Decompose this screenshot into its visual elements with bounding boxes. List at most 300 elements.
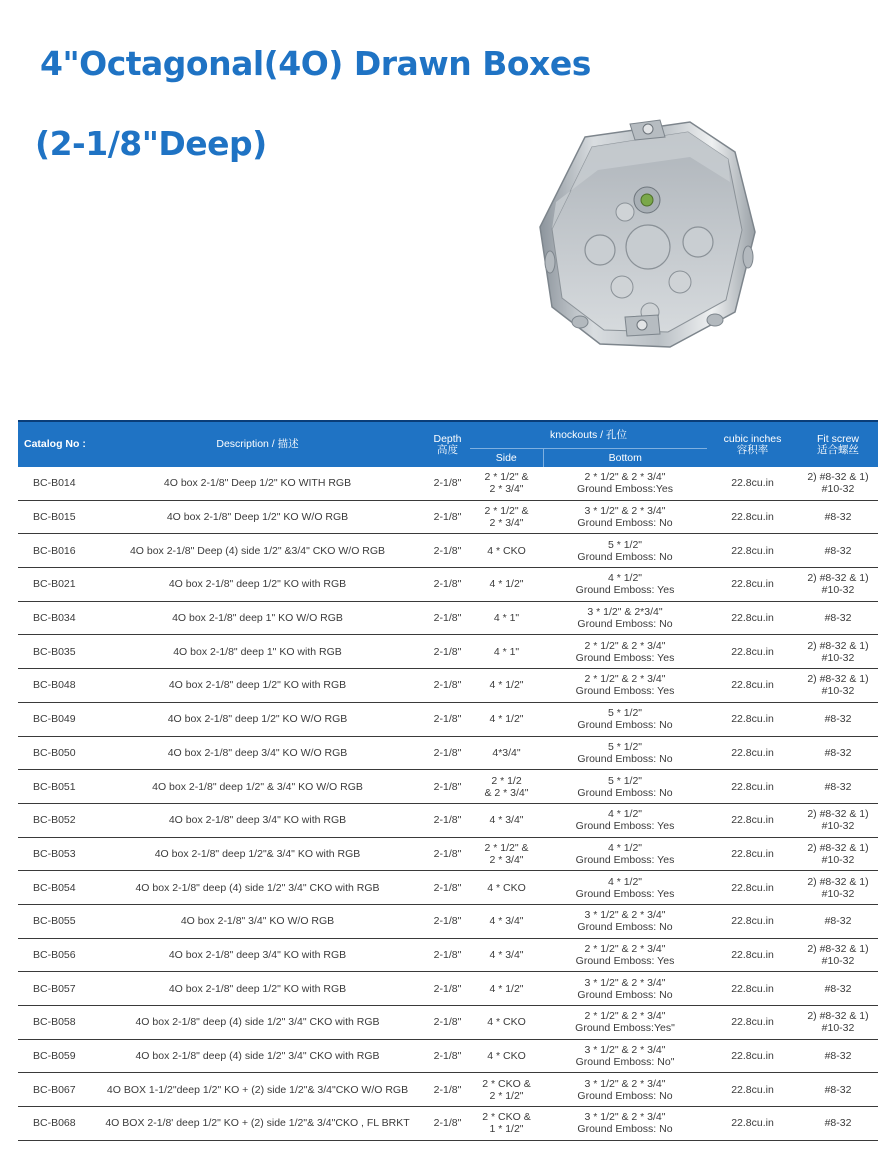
- catalog-rows: [18, 467, 878, 1140]
- catalog-cell: [18, 938, 90, 972]
- bottom-cell-text: Ground Emboss: No: [577, 618, 673, 631]
- bottom-cell: [543, 1107, 707, 1141]
- depth-cell-text: 2-1/8": [433, 544, 462, 557]
- depth-cell: [425, 1039, 470, 1073]
- bottom-cell: [543, 904, 707, 938]
- description-cell: [90, 1006, 425, 1040]
- side-cell: [470, 568, 543, 602]
- bottom-cell-text: Ground Emboss: No: [577, 1089, 673, 1102]
- bottom-cell-text: Ground Emboss: No: [577, 1123, 673, 1136]
- bottom-cell-text: 4 * 1/2": [607, 875, 643, 888]
- description-cell: [90, 904, 425, 938]
- description-cell-text: 4O box 2-1/8" deep 1" KO W/O RGB: [172, 612, 343, 625]
- description-cell: [90, 736, 425, 770]
- screw-cell-text: #8-32: [824, 982, 852, 995]
- screw-cell-text: #10-32: [821, 853, 855, 866]
- description-cell-text: 4O box 2-1/8" deep 3/4" KO with RGB: [168, 814, 347, 827]
- bottom-cell: [543, 1039, 707, 1073]
- col-header-screw: [798, 421, 878, 467]
- description-cell: [90, 1107, 425, 1141]
- cubic-cell-text: 22.8cu.in: [731, 1016, 774, 1029]
- catalog-cell-text: BC-B053: [33, 847, 76, 860]
- cubic-cell: [707, 904, 798, 938]
- depth-cell-text: 2-1/8": [433, 948, 462, 961]
- depth-cell: [425, 1073, 470, 1107]
- side-cell-text: & 2 * 3/4": [484, 786, 529, 799]
- description-cell: [90, 770, 425, 804]
- catalog-cell-text: BC-B050: [33, 746, 76, 759]
- screw-header-en: Fit screw: [817, 432, 859, 445]
- bottom-cell: [543, 702, 707, 736]
- bottom-cell-text: Ground Emboss: Yes: [575, 820, 675, 833]
- depth-cell: [425, 534, 470, 568]
- description-cell: [90, 837, 425, 871]
- screw-cell-text: #8-32: [824, 1083, 852, 1096]
- bottom-cell-text: 5 * 1/2": [607, 707, 643, 720]
- screw-cell-text: 2) #8-32 & 1): [807, 572, 869, 585]
- side-cell: [470, 669, 543, 703]
- bottom-cell-text: Ground Emboss: Yes: [575, 584, 675, 597]
- screw-cell-text: #10-32: [821, 483, 855, 496]
- screw-cell-text: #8-32: [824, 612, 852, 625]
- screw-cell: [798, 938, 878, 972]
- cubic-cell: [707, 736, 798, 770]
- depth-cell: [425, 467, 470, 500]
- bottom-cell-text: 5 * 1/2": [607, 774, 643, 787]
- screw-cell-text: 2) #8-32 & 1): [807, 841, 869, 854]
- cubic-cell-text: 22.8cu.in: [731, 881, 774, 894]
- catalog-table: [18, 420, 878, 1141]
- catalog-cell: [18, 635, 90, 669]
- bottom-cell: [543, 871, 707, 905]
- screw-cell-text: #8-32: [824, 746, 852, 759]
- cubic-cell-text: 22.8cu.in: [731, 982, 774, 995]
- cubic-cell-text: 22.8cu.in: [731, 915, 774, 928]
- screw-cell: [798, 837, 878, 871]
- cubic-cell-text: 22.8cu.in: [731, 578, 774, 591]
- table-row: [18, 635, 878, 669]
- depth-cell-text: 2-1/8": [433, 511, 462, 524]
- description-cell-text: 4O BOX 1-1/2"deep 1/2" KO + (2) side 1/2"& 3/4"CKO W/O RGB: [106, 1083, 409, 1096]
- screw-cell-text: 2) #8-32 & 1): [807, 875, 869, 888]
- catalog-cell: [18, 669, 90, 703]
- bottom-cell: [543, 803, 707, 837]
- depth-cell-text: 2-1/8": [433, 1117, 462, 1130]
- cubic-cell: [707, 500, 798, 534]
- description-cell: [90, 938, 425, 972]
- cubic-cell-text: 22.8cu.in: [731, 511, 774, 524]
- screw-cell-text: #8-32: [824, 511, 852, 524]
- page-title: [18, 4, 591, 204]
- side-cell-text: 4 * CKO: [487, 544, 526, 557]
- screw-cell-text: 2) #8-32 & 1): [807, 639, 869, 652]
- depth-cell-text: 2-1/8": [433, 881, 462, 894]
- catalog-cell: [18, 1073, 90, 1107]
- table-row: [18, 467, 878, 500]
- catalog-cell-text: BC-B015: [33, 511, 76, 524]
- description-cell: [90, 702, 425, 736]
- cubic-cell-text: 22.8cu.in: [731, 645, 774, 658]
- catalog-cell: [18, 770, 90, 804]
- catalog-cell: [18, 1006, 90, 1040]
- bottom-cell: [543, 837, 707, 871]
- octagonal-box-photo: [530, 112, 770, 357]
- catalog-cell: [18, 904, 90, 938]
- description-cell: [90, 500, 425, 534]
- depth-cell: [425, 669, 470, 703]
- catalog-cell-text: BC-B057: [33, 982, 76, 995]
- bottom-cell-text: 2 * 1/2" & 2 * 3/4": [584, 673, 666, 686]
- side-cell-text: 4 * 1": [493, 612, 520, 625]
- bottom-cell-text: Ground Emboss: No: [577, 786, 673, 799]
- screw-cell: [798, 904, 878, 938]
- table-row: [18, 702, 878, 736]
- side-cell-text: 4 * 1/2": [489, 679, 524, 692]
- depth-cell-text: 2-1/8": [433, 814, 462, 827]
- catalog-cell: [18, 702, 90, 736]
- screw-cell: [798, 1039, 878, 1073]
- depth-cell: [425, 736, 470, 770]
- table-row: [18, 500, 878, 534]
- screw-cell: [798, 635, 878, 669]
- depth-cell: [425, 1107, 470, 1141]
- bottom-cell-text: 2 * 1/2" & 2 * 3/4": [584, 471, 666, 484]
- description-cell-text: 4O box 2-1/8" deep (4) side 1/2" 3/4" CKO with RGB: [135, 1016, 380, 1029]
- col-header-depth: [425, 421, 470, 467]
- bottom-cell-text: 3 * 1/2" & 2 * 3/4": [584, 505, 666, 518]
- depth-cell-text: 2-1/8": [433, 645, 462, 658]
- catalog-cell-text: BC-B059: [33, 1050, 76, 1063]
- cubic-cell: [707, 938, 798, 972]
- title-line-2: (2-1/8"Deep): [24, 124, 267, 163]
- cubic-cell: [707, 871, 798, 905]
- description-cell-text: 4O box 2-1/8" deep 1/2" & 3/4" KO W/O RGB: [152, 780, 363, 793]
- screw-cell-text: #10-32: [821, 1022, 855, 1035]
- cubic-cell: [707, 635, 798, 669]
- cubic-cell: [707, 803, 798, 837]
- catalog-cell: [18, 837, 90, 871]
- cubic-cell: [707, 1006, 798, 1040]
- catalog-cell-text: BC-B021: [33, 578, 76, 591]
- screw-cell: [798, 568, 878, 602]
- side-cell-text: 4 * 3/4": [489, 814, 524, 827]
- side-cell: [470, 500, 543, 534]
- screw-cell: [798, 1107, 878, 1141]
- bottom-cell: [543, 1006, 707, 1040]
- side-cell: [470, 972, 543, 1006]
- catalog-cell: [18, 601, 90, 635]
- description-cell-text: 4O box 2-1/8" Deep 1/2" KO W/O RGB: [166, 511, 349, 524]
- catalog-cell: [18, 972, 90, 1006]
- cubic-cell: [707, 702, 798, 736]
- col-header-knockouts: knockouts / 孔位: [470, 421, 707, 449]
- depth-cell: [425, 803, 470, 837]
- side-cell-text: 4 * CKO: [487, 881, 526, 894]
- bottom-cell-text: Ground Emboss: Yes: [575, 685, 675, 698]
- cubic-cell: [707, 770, 798, 804]
- description-cell: [90, 803, 425, 837]
- cubic-cell: [707, 534, 798, 568]
- catalog-cell-text: BC-B056: [33, 948, 76, 961]
- screw-cell-text: #10-32: [821, 584, 855, 597]
- screw-cell: [798, 467, 878, 500]
- description-cell: [90, 1039, 425, 1073]
- side-cell-text: 4 * 1/2": [489, 982, 524, 995]
- side-cell-text: 4*3/4": [492, 746, 521, 759]
- description-cell-text: 4O box 2-1/8" 3/4" KO W/O RGB: [180, 915, 335, 928]
- side-cell-text: 4 * CKO: [487, 1016, 526, 1029]
- table-row: [18, 770, 878, 804]
- table-row: [18, 837, 878, 871]
- cubic-header-cn: 容积率: [736, 443, 769, 456]
- screw-cell: [798, 702, 878, 736]
- bottom-cell-text: Ground Emboss: No": [575, 1056, 675, 1069]
- side-cell-text: 2 * 3/4": [489, 853, 524, 866]
- cubic-cell-text: 22.8cu.in: [731, 1050, 774, 1063]
- bottom-cell-text: 5 * 1/2": [607, 740, 643, 753]
- side-cell-text: 2 * 3/4": [489, 517, 524, 530]
- bottom-cell-text: 3 * 1/2" & 2 * 3/4": [584, 909, 666, 922]
- depth-cell-text: 2-1/8": [433, 780, 462, 793]
- screw-cell: [798, 601, 878, 635]
- bottom-cell-text: 3 * 1/2" & 2*3/4": [587, 606, 663, 619]
- side-cell-text: 2 * 1/2" &: [484, 841, 529, 854]
- side-cell-text: 4 * 3/4": [489, 948, 524, 961]
- catalog-cell-text: BC-B052: [33, 814, 76, 827]
- bottom-cell: [543, 568, 707, 602]
- description-cell-text: 4O box 2-1/8" deep 1/2" KO with RGB: [168, 679, 347, 692]
- description-cell: [90, 635, 425, 669]
- cubic-cell: [707, 467, 798, 500]
- side-cell: [470, 601, 543, 635]
- col-header-side: Side: [470, 449, 543, 468]
- depth-header-en: Depth: [433, 432, 462, 445]
- side-cell: [470, 871, 543, 905]
- cubic-cell-text: 22.8cu.in: [731, 847, 774, 860]
- screw-cell: [798, 972, 878, 1006]
- catalog-cell-text: BC-B034: [33, 612, 76, 625]
- bottom-cell-text: 4 * 1/2": [607, 841, 643, 854]
- table-row: [18, 1006, 878, 1040]
- depth-cell: [425, 938, 470, 972]
- screw-cell: [798, 534, 878, 568]
- bottom-cell-text: Ground Emboss: No: [577, 921, 673, 934]
- screw-cell-text: #10-32: [821, 887, 855, 900]
- catalog-cell: [18, 871, 90, 905]
- bottom-cell-text: 3 * 1/2" & 2 * 3/4": [584, 1111, 666, 1124]
- depth-cell: [425, 1006, 470, 1040]
- side-cell-text: 4 * CKO: [487, 1050, 526, 1063]
- depth-cell-text: 2-1/8": [433, 847, 462, 860]
- side-cell-text: 2 * 1/2: [491, 774, 522, 787]
- description-cell-text: 4O box 2-1/8" deep 1/2"& 3/4" KO with RGB: [154, 847, 361, 860]
- bottom-cell-text: 5 * 1/2": [607, 538, 643, 551]
- screw-cell: [798, 871, 878, 905]
- depth-cell: [425, 972, 470, 1006]
- bottom-cell-text: 4 * 1/2": [607, 572, 643, 585]
- depth-cell-text: 2-1/8": [433, 679, 462, 692]
- catalog-cell-text: BC-B051: [33, 780, 76, 793]
- side-cell-text: 4 * 1/2": [489, 713, 524, 726]
- screw-cell: [798, 770, 878, 804]
- screw-cell-text: 2) #8-32 & 1): [807, 1010, 869, 1023]
- screw-cell-text: #8-32: [824, 713, 852, 726]
- col-header-description: Description / 描述: [90, 421, 425, 467]
- depth-cell-text: 2-1/8": [433, 746, 462, 759]
- catalog-cell: [18, 1039, 90, 1073]
- col-header-cubic: [707, 421, 798, 467]
- cubic-cell: [707, 972, 798, 1006]
- col-header-catalog: Catalog No :: [18, 421, 90, 467]
- cubic-cell: [707, 1039, 798, 1073]
- side-cell: [470, 736, 543, 770]
- screw-cell-text: 2) #8-32 & 1): [807, 942, 869, 955]
- screw-cell-text: #10-32: [821, 820, 855, 833]
- description-cell: [90, 1073, 425, 1107]
- side-cell-text: 2 * 1/2" &: [484, 505, 529, 518]
- depth-header-cn: 高度: [437, 443, 458, 456]
- bottom-cell-text: 2 * 1/2" & 2 * 3/4": [584, 942, 666, 955]
- bottom-cell: [543, 467, 707, 500]
- screw-cell: [798, 736, 878, 770]
- cubic-cell: [707, 568, 798, 602]
- description-cell-text: 4O BOX 2-1/8' deep 1/2" KO + (2) side 1/2"& 3/4"CKO , FL BRKT: [105, 1117, 410, 1130]
- bottom-cell: [543, 972, 707, 1006]
- depth-cell-text: 2-1/8": [433, 915, 462, 928]
- catalog-cell-text: BC-B014: [33, 477, 76, 490]
- screw-cell-text: #10-32: [821, 954, 855, 967]
- bottom-cell-text: Ground Emboss: No: [577, 550, 673, 563]
- description-cell-text: 4O box 2-1/8" deep 1/2" KO W/O RGB: [167, 713, 348, 726]
- catalog-cell: [18, 736, 90, 770]
- depth-cell-text: 2-1/8": [433, 612, 462, 625]
- catalog-cell: [18, 1107, 90, 1141]
- cubic-cell-text: 22.8cu.in: [731, 713, 774, 726]
- side-cell-text: 4 * 3/4": [489, 915, 524, 928]
- description-cell: [90, 669, 425, 703]
- table-row: [18, 669, 878, 703]
- bottom-cell-text: 4 * 1/2": [607, 808, 643, 821]
- side-cell: [470, 702, 543, 736]
- catalog-cell-text: BC-B055: [33, 915, 76, 928]
- description-cell: [90, 871, 425, 905]
- screw-cell-text: #8-32: [824, 915, 852, 928]
- description-cell: [90, 467, 425, 500]
- catalog-cell-text: BC-B016: [33, 544, 76, 557]
- bottom-cell: [543, 736, 707, 770]
- table-row: [18, 1073, 878, 1107]
- side-cell: [470, 467, 543, 500]
- depth-cell-text: 2-1/8": [433, 1083, 462, 1096]
- description-cell: [90, 972, 425, 1006]
- bottom-cell-text: Ground Emboss: No: [577, 752, 673, 765]
- bottom-cell-text: Ground Emboss: No: [577, 719, 673, 732]
- side-cell: [470, 770, 543, 804]
- depth-cell: [425, 837, 470, 871]
- table-row: [18, 736, 878, 770]
- catalog-cell-text: BC-B058: [33, 1016, 76, 1029]
- table-row: [18, 972, 878, 1006]
- bottom-cell-text: Ground Emboss: Yes: [575, 853, 675, 866]
- bottom-cell-text: Ground Emboss: Yes: [575, 651, 675, 664]
- table-row: [18, 601, 878, 635]
- table-row: [18, 568, 878, 602]
- bottom-cell-text: Ground Emboss: No: [577, 988, 673, 1001]
- bottom-cell-text: 3 * 1/2" & 2 * 3/4": [584, 1077, 666, 1090]
- bottom-cell: [543, 1073, 707, 1107]
- catalog-cell: [18, 534, 90, 568]
- description-cell-text: 4O box 2-1/8" deep (4) side 1/2" 3/4" CKO with RGB: [135, 881, 380, 894]
- title-line-1: 4"Octagonal(4O) Drawn Boxes: [39, 44, 591, 83]
- screw-cell: [798, 803, 878, 837]
- cubic-cell: [707, 669, 798, 703]
- side-cell: [470, 1073, 543, 1107]
- screw-cell: [798, 500, 878, 534]
- side-cell-text: 1 * 1/2": [489, 1123, 524, 1136]
- depth-cell-text: 2-1/8": [433, 477, 462, 490]
- depth-cell: [425, 500, 470, 534]
- side-cell-text: 2 * CKO &: [482, 1111, 531, 1124]
- cubic-cell-text: 22.8cu.in: [731, 746, 774, 759]
- side-cell: [470, 534, 543, 568]
- side-cell: [470, 635, 543, 669]
- depth-cell-text: 2-1/8": [433, 1016, 462, 1029]
- description-cell-text: 4O box 2-1/8" deep 1/2" KO with RGB: [168, 982, 347, 995]
- bottom-cell-text: Ground Emboss:Yes: [577, 483, 673, 496]
- description-cell-text: 4O box 2-1/8" deep 3/4" KO W/O RGB: [167, 746, 348, 759]
- description-cell-text: 4O box 2-1/8" deep 1/2" KO with RGB: [168, 578, 347, 591]
- description-cell-text: 4O box 2-1/8" Deep 1/2" KO WITH RGB: [163, 477, 352, 490]
- catalog-cell-text: BC-B048: [33, 679, 76, 692]
- depth-cell-text: 2-1/8": [433, 982, 462, 995]
- depth-cell: [425, 904, 470, 938]
- depth-cell: [425, 635, 470, 669]
- cubic-cell: [707, 1073, 798, 1107]
- depth-cell: [425, 871, 470, 905]
- catalog-cell: [18, 803, 90, 837]
- cubic-cell-text: 22.8cu.in: [731, 612, 774, 625]
- description-cell-text: 4O box 2-1/8" deep 1" KO with RGB: [173, 645, 342, 658]
- catalog-cell-text: BC-B054: [33, 881, 76, 894]
- bottom-cell-text: 2 * 1/2" & 2 * 3/4": [584, 1010, 666, 1023]
- screw-cell-text: 2) #8-32 & 1): [807, 673, 869, 686]
- screw-cell: [798, 1073, 878, 1107]
- screw-cell-text: 2) #8-32 & 1): [807, 471, 869, 484]
- bottom-cell: [543, 601, 707, 635]
- table-row: [18, 904, 878, 938]
- screw-cell-text: #8-32: [824, 780, 852, 793]
- side-cell: [470, 1039, 543, 1073]
- col-header-bottom: Bottom: [543, 449, 707, 468]
- catalog-cell: [18, 500, 90, 534]
- depth-cell-text: 2-1/8": [433, 713, 462, 726]
- screw-cell-text: #10-32: [821, 651, 855, 664]
- depth-cell: [425, 702, 470, 736]
- description-cell: [90, 568, 425, 602]
- side-cell-text: 2 * CKO &: [482, 1077, 531, 1090]
- cubic-cell: [707, 601, 798, 635]
- description-cell-text: 4O box 2-1/8" deep 3/4" KO with RGB: [168, 948, 347, 961]
- bottom-cell: [543, 770, 707, 804]
- screw-cell-text: #10-32: [821, 685, 855, 698]
- screw-cell: [798, 669, 878, 703]
- description-cell-text: 4O box 2-1/8" Deep (4) side 1/2" &3/4" CKO W/O RGB: [129, 544, 386, 557]
- bottom-cell: [543, 500, 707, 534]
- bottom-cell-text: Ground Emboss: No: [577, 517, 673, 530]
- depth-cell: [425, 770, 470, 804]
- table-row: [18, 803, 878, 837]
- depth-cell-text: 2-1/8": [433, 578, 462, 591]
